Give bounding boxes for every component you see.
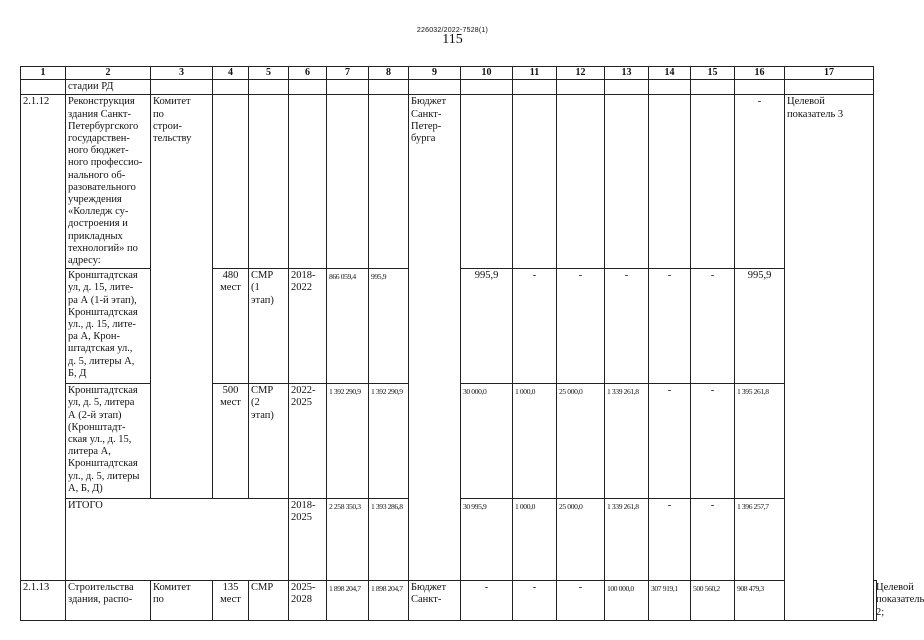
col-header: 4 — [213, 67, 249, 80]
table-cell — [249, 95, 289, 269]
remaining-cost: 1 392 290,9 — [369, 384, 409, 499]
table-cell — [409, 80, 461, 95]
capacity: 500 мест — [213, 384, 249, 499]
table-cell — [513, 95, 557, 269]
table-cell — [369, 95, 409, 269]
table-cell — [691, 80, 735, 95]
document-id: 226032/2022-7528(1) — [416, 27, 489, 34]
period: 2018- 2025 — [289, 499, 327, 581]
row-number: 2.1.13 — [21, 581, 66, 621]
amount: 25 000,0 — [557, 499, 605, 581]
col-header: 11 — [513, 67, 557, 80]
capacity: 135 мест — [213, 581, 249, 621]
amount: 1 339 261,8 — [605, 384, 649, 499]
table-cell — [605, 95, 649, 269]
header-row — [21, 67, 877, 80]
table-cell — [213, 80, 249, 95]
amount: 1 339 261,8 — [605, 499, 649, 581]
table-cell — [151, 80, 213, 95]
table-cell — [369, 80, 409, 95]
col-header: 5 — [249, 67, 289, 80]
table-cell — [735, 80, 785, 95]
col-header: 9 — [409, 67, 461, 80]
period: 2025- 2028 — [289, 581, 327, 621]
project-name: Строительства здания, распо- — [66, 581, 151, 621]
project-name: Реконструкция здания Санкт- Петербургского государствен- ного бюджет- ного профессио- нального об- разовательного учреждения «Колледж су- достроения и прикладных технологий» по адресу: — [66, 95, 151, 269]
table-row — [21, 80, 877, 95]
table-cell — [461, 80, 513, 95]
table-row — [21, 581, 877, 621]
amount: - — [513, 269, 557, 384]
table-cell — [289, 95, 327, 269]
amount: - — [649, 384, 691, 499]
remaining-cost: 1 393 286,8 — [369, 499, 409, 581]
amount: - — [691, 384, 735, 499]
table-cell — [691, 95, 735, 269]
table-cell — [557, 95, 605, 269]
col-header: 1 — [21, 67, 66, 80]
work-type: СМР (1 этап) — [249, 269, 289, 384]
work-type: СМР — [249, 581, 289, 621]
table-cell — [249, 80, 289, 95]
row-number: 2.1.12 — [21, 95, 66, 581]
col-header: 7 — [327, 67, 369, 80]
table-cell — [461, 95, 513, 269]
col-header: 3 — [151, 67, 213, 80]
col-header: 12 — [557, 67, 605, 80]
table-cell: - — [735, 95, 785, 269]
table-cell — [605, 80, 649, 95]
amount: - — [557, 269, 605, 384]
col-header: 15 — [691, 67, 735, 80]
col-header: 2 — [66, 67, 151, 80]
amount-total: 1 396 257,7 — [735, 499, 785, 581]
total-label: ИТОГО — [66, 499, 289, 581]
amount: - — [691, 499, 735, 581]
table-cell: стадии РД — [66, 80, 151, 95]
amount: - — [649, 499, 691, 581]
amount: - — [649, 269, 691, 384]
table-row — [21, 95, 877, 269]
amount: 100 000,0 — [605, 581, 649, 621]
table-cell — [649, 80, 691, 95]
col-header: 6 — [289, 67, 327, 80]
table-cell — [327, 80, 369, 95]
address: Кронштадтская ул, д. 5, литера А (2-й этап) (Кронштадт- ская ул., д. 15, литера А, Кронштадтская ул., д. 5, литеры А, Б, Д) — [66, 384, 151, 499]
amount-total: 995,9 — [735, 269, 785, 384]
col-header: 10 — [461, 67, 513, 80]
amount: 1 000,0 — [513, 499, 557, 581]
col-header: 13 — [605, 67, 649, 80]
total-cost: 1 898 204,7 — [327, 581, 369, 621]
total-cost: 2 258 350,3 — [327, 499, 369, 581]
period: 2022- 2025 — [289, 384, 327, 499]
responsible-body: Комитет по строи- тельству — [151, 95, 213, 499]
table-cell — [557, 80, 605, 95]
amount-total: 1 395 261,8 — [735, 384, 785, 499]
table-cell — [327, 95, 369, 269]
table-cell — [649, 95, 691, 269]
amount: - — [605, 269, 649, 384]
work-type: СМР (2 этап) — [249, 384, 289, 499]
table-cell — [289, 80, 327, 95]
target-indicator: Целевой показатель 2; — [874, 581, 877, 621]
funding-source: Бюджет Санкт- Петер- бурга — [409, 95, 461, 581]
amount: 307 919,1 — [649, 581, 691, 621]
table-cell — [513, 80, 557, 95]
amount: 500 560,2 — [691, 581, 735, 621]
total-cost: 866 059,4 — [327, 269, 369, 384]
remaining-cost: 1 898 204,7 — [369, 581, 409, 621]
amount: 1 000,0 — [513, 384, 557, 499]
responsible-body: Комитет по — [151, 581, 213, 621]
col-header: 8 — [369, 67, 409, 80]
amount: - — [513, 581, 557, 621]
period: 2018- 2022 — [289, 269, 327, 384]
col-header: 14 — [649, 67, 691, 80]
amount: - — [691, 269, 735, 384]
amount: 25 000,0 — [557, 384, 605, 499]
col-header: 16 — [735, 67, 785, 80]
amount: 30 000,0 — [461, 384, 513, 499]
address: Кронштадтская ул, д. 15, лите- ра А (1-й этап), Кронштадтская ул., д. 15, лите- ра А, Крон- штадтская ул., д. 5, литеры А, Б, Д — [66, 269, 151, 384]
col-header: 17 — [785, 67, 874, 80]
amount: 30 995,9 — [461, 499, 513, 581]
page-number: 115 — [442, 32, 463, 47]
amount: - — [461, 581, 513, 621]
budget-table — [20, 66, 924, 621]
remaining-cost: 995,9 — [369, 269, 409, 384]
amount: 995,9 — [461, 269, 513, 384]
amount: - — [557, 581, 605, 621]
funding-source: Бюджет Санкт- — [409, 581, 461, 621]
amount-total: 908 479,3 — [735, 581, 785, 621]
table-cell — [785, 80, 874, 95]
table-cell — [213, 95, 249, 269]
target-indicator: Целевой показатель 3 — [785, 95, 874, 620]
total-cost: 1 392 290,9 — [327, 384, 369, 499]
capacity: 480 мест — [213, 269, 249, 384]
table-cell — [21, 80, 66, 95]
